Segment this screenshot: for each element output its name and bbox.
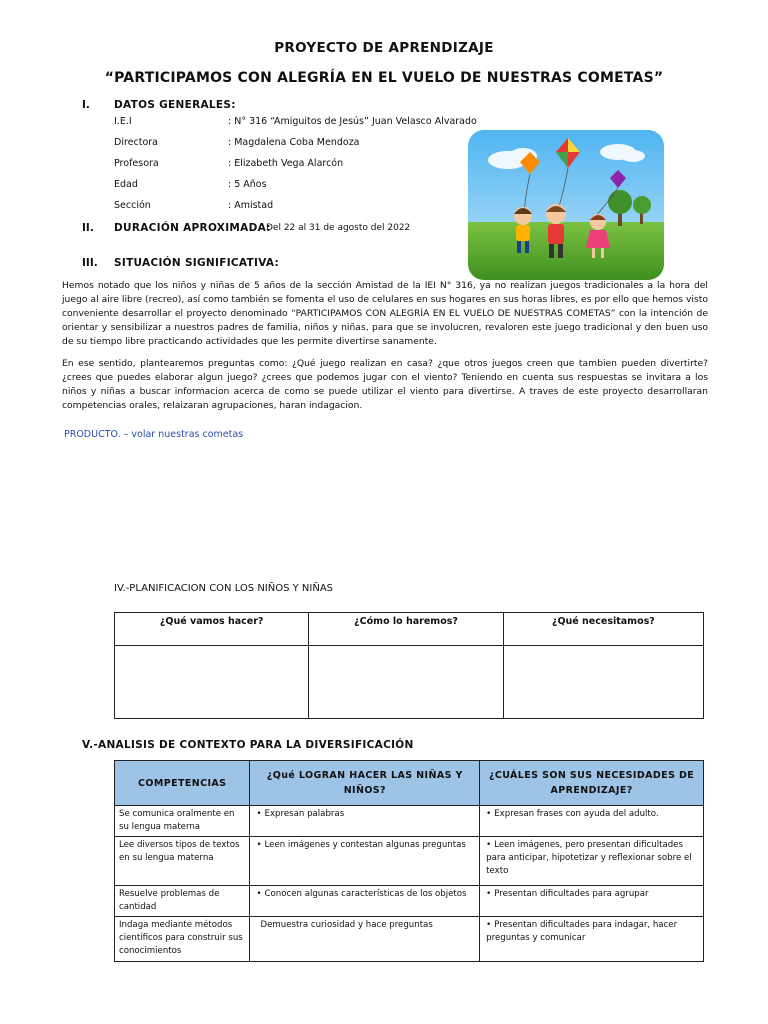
table-header-cell: ¿Qué vamos hacer? — [115, 613, 309, 646]
general-data-label: Directora — [114, 137, 158, 148]
section-3-number: III. — [82, 257, 98, 269]
context-analysis-table — [114, 760, 704, 962]
achievement-text: Demuestra curiosidad y hace preguntas — [260, 920, 433, 930]
section-5-title: V.-ANALISIS DE CONTEXTO PARA LA DIVERSIFICACIÓN — [82, 739, 414, 751]
table-row — [115, 806, 704, 837]
needs-cell — [480, 806, 704, 837]
situation-paragraph-2: En ese sentido, plantearemos preguntas como: ¿Qué juego realizan en casa? ¿que otros juegos creen que tambien pueden divertirte? ¿crees que puedes elaborar algun juego? ¿crees que podemos jugar con el viento? Teniendo en cuenta sus respuestas se invitara a los niños y niñas a buscar informacion acerca de como se puede utilizar el viento para divertirse. A traves de este proyecto desarrollaran competencias orales, relaizaran agrupaciones, haran indagacion. — [62, 358, 708, 411]
general-data-label: Sección — [114, 200, 151, 211]
general-data-label: I.E.I — [114, 116, 132, 127]
achievement-cell — [250, 886, 480, 917]
table-row — [115, 837, 704, 886]
competency-cell: Se comunica oralmente en su lengua materna — [115, 806, 250, 837]
section-2-title: DURACIÓN APROXIMADA: — [114, 222, 271, 234]
table-header-cell: COMPETENCIAS — [115, 761, 250, 806]
table-header-cell: ¿CUÁLES SON SUS NECESIDADES DE APRENDIZAJE? — [480, 761, 704, 806]
planning-table — [114, 612, 704, 719]
general-data-label: Profesora — [114, 158, 159, 169]
product-line: PRODUCTO. – volar nuestras cometas — [64, 429, 244, 440]
section-1-number: I. — [82, 99, 90, 111]
achievement-cell — [250, 806, 480, 837]
general-data-value: : N° 316 “Amiguitos de Jesús” Juan Velasco Alvarado — [228, 116, 477, 127]
needs-text: • Presentan dificultades para agrupar — [486, 889, 648, 899]
kids-flying-kites-illustration — [468, 130, 664, 280]
section-3-title: SITUACIÓN SIGNIFICATIVA: — [114, 257, 280, 269]
situation-paragraph-1: Hemos notado que los niños y niñas de 5 años de la sección Amistad de la IEI N° 316, ya no realizan juegos tradicionales a la hora del juego al aire libre (recreo), así como también se fomenta el uso de celulares en sus hogares en sus horas libres, es por ello que hemos visto conveniente desarrollar el proyecto denominado “PARTICIPAMOS CON ALEGRÍA EN EL VUELO DE NUESTRAS COMETAS” con la intención de orientar y sensibilizar a nuestros padres de familia, niños y niñas, para que se involucren, revaloren este juego tradicional y den buen uso de su tiempo libre practicando actividades que les permite divertirse sanamente. — [62, 280, 708, 347]
general-data-value: : Magdalena Coba Mendoza — [228, 137, 360, 148]
general-data-label: Edad — [114, 179, 138, 190]
table-row — [115, 646, 704, 719]
document-title: PROYECTO DE APRENDIZAJE — [274, 40, 494, 56]
table-header-cell: ¿Cómo lo haremos? — [309, 613, 503, 646]
general-data-value: : Elizabeth Vega Alarcón — [228, 158, 344, 169]
needs-cell — [480, 917, 704, 962]
duration-value: Del 22 al 31 de agosto del 2022 — [266, 223, 411, 233]
section-4-title: IV.-PLANIFICACION CON LOS NIÑOS Y NIÑAS — [114, 583, 334, 594]
general-data-value: : Amistad — [228, 200, 274, 211]
project-name: “PARTICIPAMOS CON ALEGRÍA EN EL VUELO DE NUESTRAS COMETAS” — [104, 70, 664, 86]
general-data-value: : 5 Años — [228, 179, 267, 190]
needs-text: • Leen imágenes, pero presentan dificultades para anticipar, hipotetizar y reflexionar sobre el texto — [486, 840, 692, 876]
competency-cell: Lee diversos tipos de textos en su lengua materna — [115, 837, 250, 886]
table-row — [115, 886, 704, 917]
section-1-title: DATOS GENERALES: — [114, 99, 236, 111]
table-cell-empty — [503, 646, 703, 719]
achievement-cell — [250, 837, 480, 886]
competency-cell: Indaga mediante métodos científicos para construir sus conocimientos — [115, 917, 250, 962]
table-header-row — [115, 613, 704, 646]
achievement-text: • Expresan palabras — [256, 809, 344, 819]
competency-cell: Resuelve problemas de cantidad — [115, 886, 250, 917]
achievement-text: • Leen imágenes y contestan algunas preguntas — [256, 840, 465, 850]
section-2-number: II. — [82, 222, 94, 234]
table-cell-empty — [309, 646, 503, 719]
needs-cell — [480, 837, 704, 886]
achievement-text: • Conocen algunas características de los objetos — [256, 889, 466, 899]
needs-text: • Presentan dificultades para indagar, hacer preguntas y comunicar — [486, 920, 677, 943]
needs-cell — [480, 886, 704, 917]
needs-text: • Expresan frases con ayuda del adulto. — [486, 809, 658, 819]
table-header-cell: ¿Qué necesitamos? — [503, 613, 703, 646]
table-header-row — [115, 761, 704, 806]
achievement-cell — [250, 917, 480, 962]
table-cell-empty — [115, 646, 309, 719]
table-header-cell: ¿Qué LOGRAN HACER LAS NIÑAS Y NIÑOS? — [250, 761, 480, 806]
table-row — [115, 917, 704, 962]
